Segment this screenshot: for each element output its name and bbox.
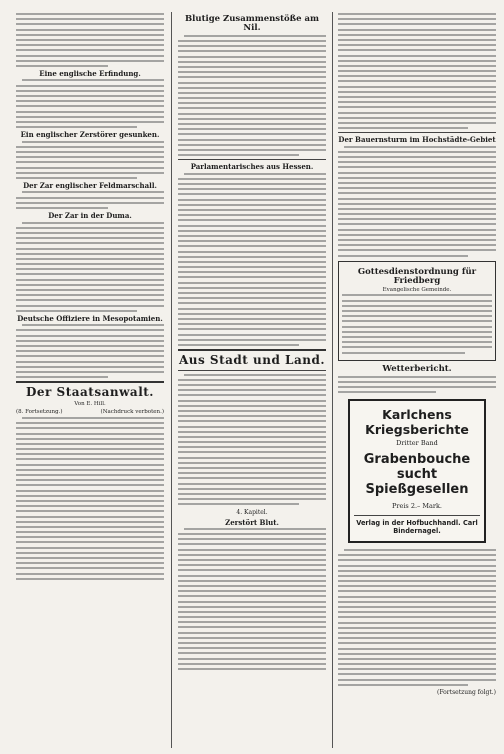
serial-title: Der Staatsanwalt. [26,385,154,400]
serial-text [338,549,496,686]
serial-text [16,417,164,580]
serial-meta [16,409,164,415]
continuation-note: (Fortsetzung folgt.) [437,689,496,697]
section-divider [178,159,326,160]
article-heading: Der Bauernsturm im Hochstädte-Gebiet [338,135,496,145]
column-left [16,12,164,748]
article-heading: Der Zar in der Duma. [48,211,132,221]
article-heading: Parlamentarisches aus Hessen. [190,162,314,172]
serial-text [178,528,326,670]
church-schedule-title: Gottesdienstordnung für Friedberg [357,266,477,286]
article-heading: Ein englischer Zerstörer gesunken. [20,130,160,140]
chapter-title: Zerstört Blut. [225,517,279,527]
serial-reprint-note: (Nachdruck verboten.) [100,408,164,415]
section-divider [338,132,496,133]
section-divider [178,349,326,351]
ad-publisher: Verlag in der Hofbuchhandl. Carl Bindernagel. [354,515,480,535]
ad-title: Karlchens Kriegsberichte [365,407,469,438]
article-heading: Blutige Zusammenstöße am Nil. [184,14,320,33]
article-heading: Deutsche Offiziere in Mesopotamien. [17,313,163,323]
article-text [178,173,326,346]
column-right [338,12,496,748]
article-text [16,222,164,312]
weather-report-title: Wetterbericht. [382,363,452,374]
weather-report-text [338,376,496,394]
book-advertisement [348,399,486,543]
article-text [16,13,164,67]
section-divider [178,370,326,371]
church-schedule-box [338,261,496,361]
chapter-label: 4. Kapitel. [236,508,268,516]
section-title-local: Aus Stadt und Land. [178,353,326,368]
column-rule [332,12,333,748]
serial-author: Von E. Hill. [74,400,106,407]
article-heading: Der Zar englischer Feldmarschall. [23,181,157,191]
section-divider [16,381,164,383]
article-text [338,13,496,129]
ad-headline-2: sucht Spießgesellen [365,467,469,498]
article-text [178,35,326,156]
ad-headline-1: Grabenbouche [363,452,471,468]
church-schedule-subtitle: Evangelische Gemeinde. [382,287,452,294]
newspaper-page [16,12,496,748]
article-text [178,374,326,506]
column-middle [178,12,326,748]
ad-subtitle: Dritter Band [396,439,438,448]
church-schedule-text [342,294,492,353]
column-rule [171,12,172,748]
article-text [16,324,164,378]
article-text [16,191,164,209]
article-text [16,79,164,128]
article-text [338,146,496,257]
ad-price: Preis 2.– Mark. [392,501,442,510]
article-heading: Eine englische Erfindung. [39,69,141,79]
serial-continuation: (8. Fortsetzung.) [16,408,63,415]
article-text [16,141,164,179]
